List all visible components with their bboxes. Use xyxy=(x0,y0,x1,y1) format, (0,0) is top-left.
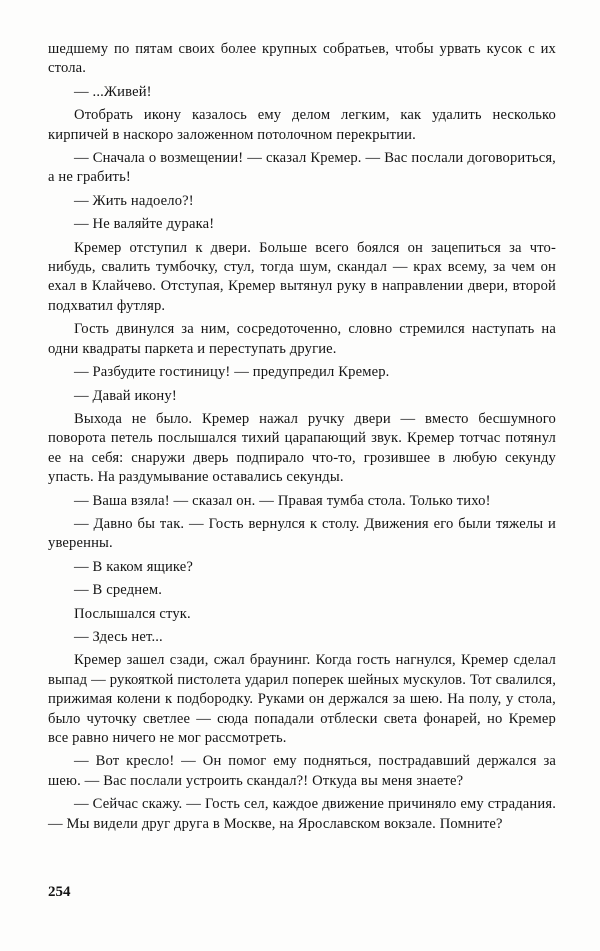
paragraph-7: Кремер отступил к двери. Больше всего боялся он зацепиться за что-нибудь, свалить тумбочку, стул, тогда шум, скандал — крах всему, за чем он ехал в Клайчево. Отступая, Кремер вытянул руку в направлении двери, второй подхватил футляр. xyxy=(48,239,556,314)
paragraph-10: — Давай икону! xyxy=(74,387,177,404)
paragraph-5: — Жить надоело?! xyxy=(74,192,194,209)
page-text xyxy=(48,40,556,838)
paragraph-2: — ...Живей! xyxy=(74,83,152,100)
page-number: 254 xyxy=(48,884,71,900)
paragraph-19: — Вот кресло! — Он помог ему подняться, пострадавший держался за шею. — Вас послали устроить скандал?! Откуда вы меня знаете? xyxy=(48,753,556,789)
paragraph-15: — В среднем. xyxy=(74,582,163,599)
paragraph-20: — Сейчас скажу. — Гость сел, каждое движение причиняло ему страдания. — Мы видели друг друга в Москве, на Ярославском вокзале. Помните? xyxy=(48,796,556,832)
paragraph-17: — Здесь нет... xyxy=(74,628,163,645)
paragraph-14: — В каком ящике? xyxy=(74,558,194,575)
paragraph-4: — Сначала о возмещении! — сказал Кремер. — Вас послали договориться, а не грабить! xyxy=(48,150,556,186)
paragraph-18: Кремер зашел сзади, сжал браунинг. Когда гость нагнулся, Кремер сделал выпад — рукояткой пистолета ударил поперек шейных мускулов. Тот свалился, прижимая колени к подбородку. Руками он держался за шею. На полу, у стола, было чуточку светлее — сюда попадали отблески света фонарей, но Кремер все равно ничего не мог рассмотреть. xyxy=(48,652,556,746)
paragraph-1: шедшему по пятам своих более крупных собратьев, чтобы урвать кусок с их стола. xyxy=(48,41,556,77)
paragraph-6: — Не валяйте дурака! xyxy=(74,216,215,233)
paragraph-8: Гость двинулся за ним, сосредоточенно, словно стремился наступать на одни квадраты паркета и переступать другие. xyxy=(48,321,556,357)
paragraph-3: Отобрать икону казалось ему делом легким, как удалить несколько кирпичей в наскоро заложенном потолочном перекрытии. xyxy=(48,107,556,143)
paragraph-13: — Давно бы так. — Гость вернулся к столу. Движения его были тяжелы и уверенны. xyxy=(48,515,556,552)
paragraph-11: Выхода не было. Кремер нажал ручку двери — вместо бесшумного поворота петель послышался тихий царапающий звук. Кремер тотчас потянул ее на себя: снаружи дверь подпирало что-то, грозившее в любую секунду упасть. На раздумывание оставались секунды. xyxy=(48,410,556,486)
paragraph-12: — Ваша взяла! — сказал он. — Правая тумба стола. Только тихо! xyxy=(74,492,491,509)
paragraph-9: — Разбудите гостиницу! — предупредил Кремер. xyxy=(74,364,390,381)
paragraph-16: Послышался стук. xyxy=(74,605,191,622)
